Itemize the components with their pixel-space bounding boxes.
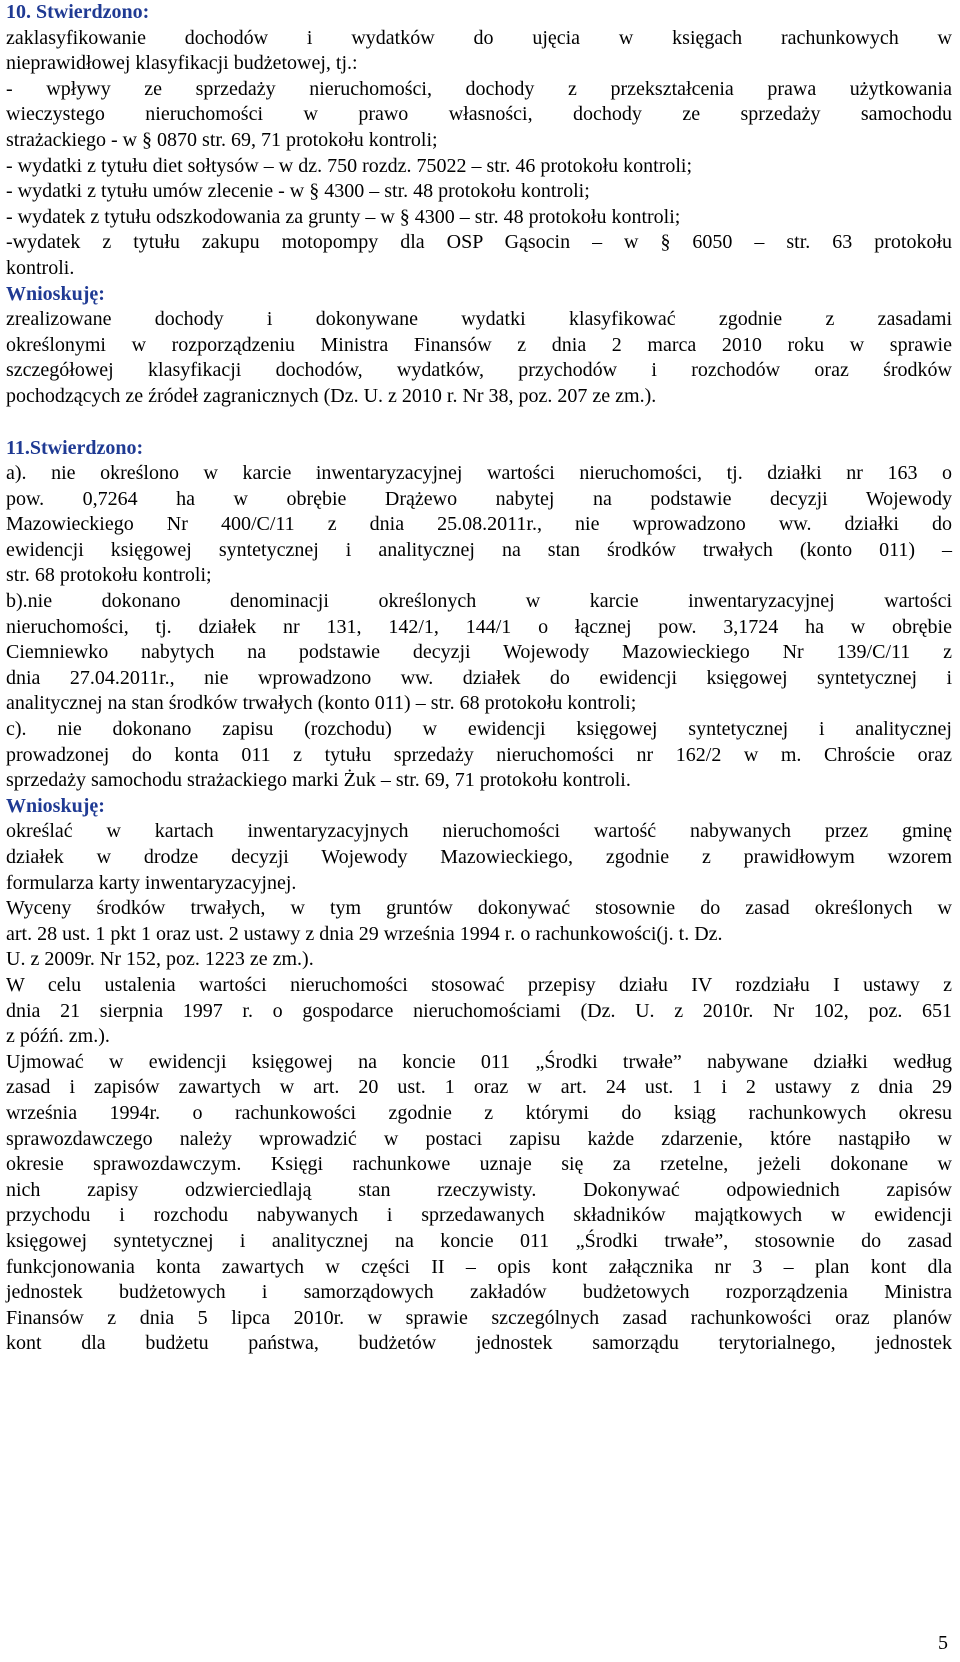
text-line: Finansów z dnia 5 lipca 2010r. w sprawie szczególnych zasad rachunkowości oraz planów [6,1306,952,1329]
text-line: Ciemniewko nabytych na podstawie decyzji Wojewody Mazowieckiego Nr 139/C/11 z [6,641,952,664]
section-11-conclusion [6,819,952,1356]
text-line: - wydatek z tytułu odszkodowania za grunty – w § 4300 – str. 48 protokołu kontroli; [6,205,681,228]
text-line: W celu ustalenia wartości nieruchomości stosować przepisy działu IV rozdziału I ustawy z [6,973,952,996]
text-line: działek w drodze decyzji Wojewody Mazowieckiego, zgodnie z prawidłowym wzorem [6,846,952,868]
section-10-conclusion-heading: Wnioskuję: [6,282,105,305]
text-line: analitycznej na stan środków trwałych (konto 011) – str. 68 protokołu kontroli; [6,692,637,715]
text-line: formularza karty inwentaryzacyjnej. [6,871,297,894]
text-line: sprawozdawczego należy wprowadzić w postaci zapisu każde zdarzenie, które nastąpiło w [6,1127,952,1150]
section-spacer [6,410,952,436]
text-line: kont dla budżetu państwa, budżetów jednostek samorządu terytorialnego, jednostek [6,1332,952,1355]
text-line: strażackiego - w § 0870 str. 69, 71 protokołu kontroli; [6,128,438,151]
section-11-conclusion-heading: Wnioskuję: [6,794,105,817]
section-11-heading: 11.Stwierdzono: [6,436,144,459]
text-line: określać w kartach inwentaryzacyjnych nieruchomości wartość nabywanych przez gminę [6,820,952,843]
text-line: a). nie określono w karcie inwentaryzacyjnej wartości nieruchomości, tj. działki nr 163 o [6,462,952,485]
text-line: str. 68 protokołu kontroli; [6,564,212,587]
section-10 [6,0,952,410]
text-line: kontroli. [6,256,75,279]
text-line: nieprawidłowej klasyfikacji budżetowej, tj.: [6,52,358,75]
section-10-heading: 10. Stwierdzono: [6,1,150,23]
text-line: z późń. zm.). [6,1025,110,1048]
section-11-body [6,461,952,794]
text-line: pow. 0,7264 ha w obrębie Drążewo nabytej na podstawie decyzji Wojewody [6,487,952,510]
text-line: ewidencji księgowej syntetycznej i analitycznej na stan środków trwałych (konto 011) – [6,538,952,561]
text-line: art. 28 ust. 1 pkt 1 oraz ust. 2 ustawy z dnia 29 września 1994 r. o rachunkowości(j. t. Dz. [6,922,723,945]
text-line: nieruchomości, tj. działek nr 131, 142/1, 144/1 o łącznej pow. 3,1724 ha w obrębie [6,615,952,638]
text-line: U. z 2009r. Nr 152, poz. 1223 ze zm.). [6,948,314,971]
section-10-conclusion [6,307,952,409]
text-line: zaklasyfikowanie dochodów i wydatków do ujęcia w księgach rachunkowych w [6,26,952,49]
text-line: - wydatki z tytułu diet sołtysów – w dz. 750 rozdz. 75022 – str. 46 protokołu kontroli; [6,154,693,177]
text-line: księgowej syntetycznej i analitycznej na koncie 011 „Środki trwałe”, stosownie do zasad [6,1229,952,1252]
text-line: nich zapisy odzwierciedlają stan rzeczywisty. Dokonywać odpowiednich zapisów [6,1178,952,1201]
text-line: określonymi w rozporządzeniu Ministra Finansów z dnia 2 marca 2010 roku w sprawie [6,333,952,356]
text-line: - wydatki z tytułu umów zlecenie - w § 4300 – str. 48 protokołu kontroli; [6,180,590,203]
text-line: szczegółowej klasyfikacji dochodów, wydatków, przychodów i rozchodów oraz środków [6,359,952,382]
text-line: zrealizowane dochody i dokonywane wydatki klasyfikować zgodnie z zasadami [6,308,952,331]
text-line: Wyceny środków trwałych, w tym gruntów dokonywać stosownie do zasad określonych w [6,897,952,920]
text-line: -wydatek z tytułu zakupu motopompy dla OSP Gąsocin – w § 6050 – str. 63 protokołu [6,231,952,254]
text-line: Ujmować w ewidencji księgowej na koncie 011 „Środki trwałe” nabywane działki według [6,1050,952,1073]
text-line: funkcjonowania konta zawartych w części II – opis kont załącznika nr 3 – plan kont dla [6,1255,952,1278]
text-line: wieczystego nieruchomości w prawo własności, dochody ze sprzedaży samochodu [6,103,952,126]
text-line: zasad i zapisów zawartych w art. 20 ust. 1 oraz w art. 24 ust. 1 i 2 ustawy z dnia 29 [6,1076,952,1099]
text-line: przychodu i rozchodu nabywanych i sprzedawanych składników majątkowych w ewidencji [6,1204,952,1227]
section-10-body [6,26,952,282]
text-line: okresie sprawozdawczym. Księgi rachunkowe uznaje się za rzetelne, jeżeli dokonane w [6,1153,952,1176]
text-line: dnia 27.04.2011r., nie wprowadzono ww. działek do ewidencji księgowej syntetycznej i [6,666,952,689]
text-line: pochodzących ze źródeł zagranicznych (Dz. U. z 2010 r. Nr 38, poz. 207 ze zm.). [6,384,657,407]
text-line: jednostek budżetowych i samorządowych zakładów budżetowych rozporządzenia Ministra [6,1281,952,1304]
document-page [6,0,952,1357]
text-line: c). nie dokonano zapisu (rozchodu) w ewidencji księgowej syntetycznej i analitycznej [6,718,952,741]
text-line: b).nie dokonano denominacji określonych w karcie inwentaryzacyjnej wartości [6,590,952,613]
text-line: prowadzonej do konta 011 z tytułu sprzedaży nieruchomości nr 162/2 w m. Chroście oraz [6,743,952,766]
text-line: września 1994r. o rachunkowości zgodnie z którymi do ksiąg rachunkowych okresu [6,1101,952,1124]
text-line: - wpływy ze sprzedaży nieruchomości, dochody z przekształcenia prawa użytkowania [6,77,952,100]
text-line: sprzedaży samochodu strażackiego marki Żuk – str. 69, 71 protokołu kontroli. [6,769,631,792]
section-11 [6,436,952,1357]
text-line: dnia 21 sierpnia 1997 r. o gospodarce nieruchomościami (Dz. U. z 2010r. Nr 102, poz. 651 [6,999,952,1022]
page-number: 5 [938,1632,948,1654]
text-line: Mazowieckiego Nr 400/C/11 z dnia 25.08.2011r., nie wprowadzono ww. działki do [6,513,952,536]
